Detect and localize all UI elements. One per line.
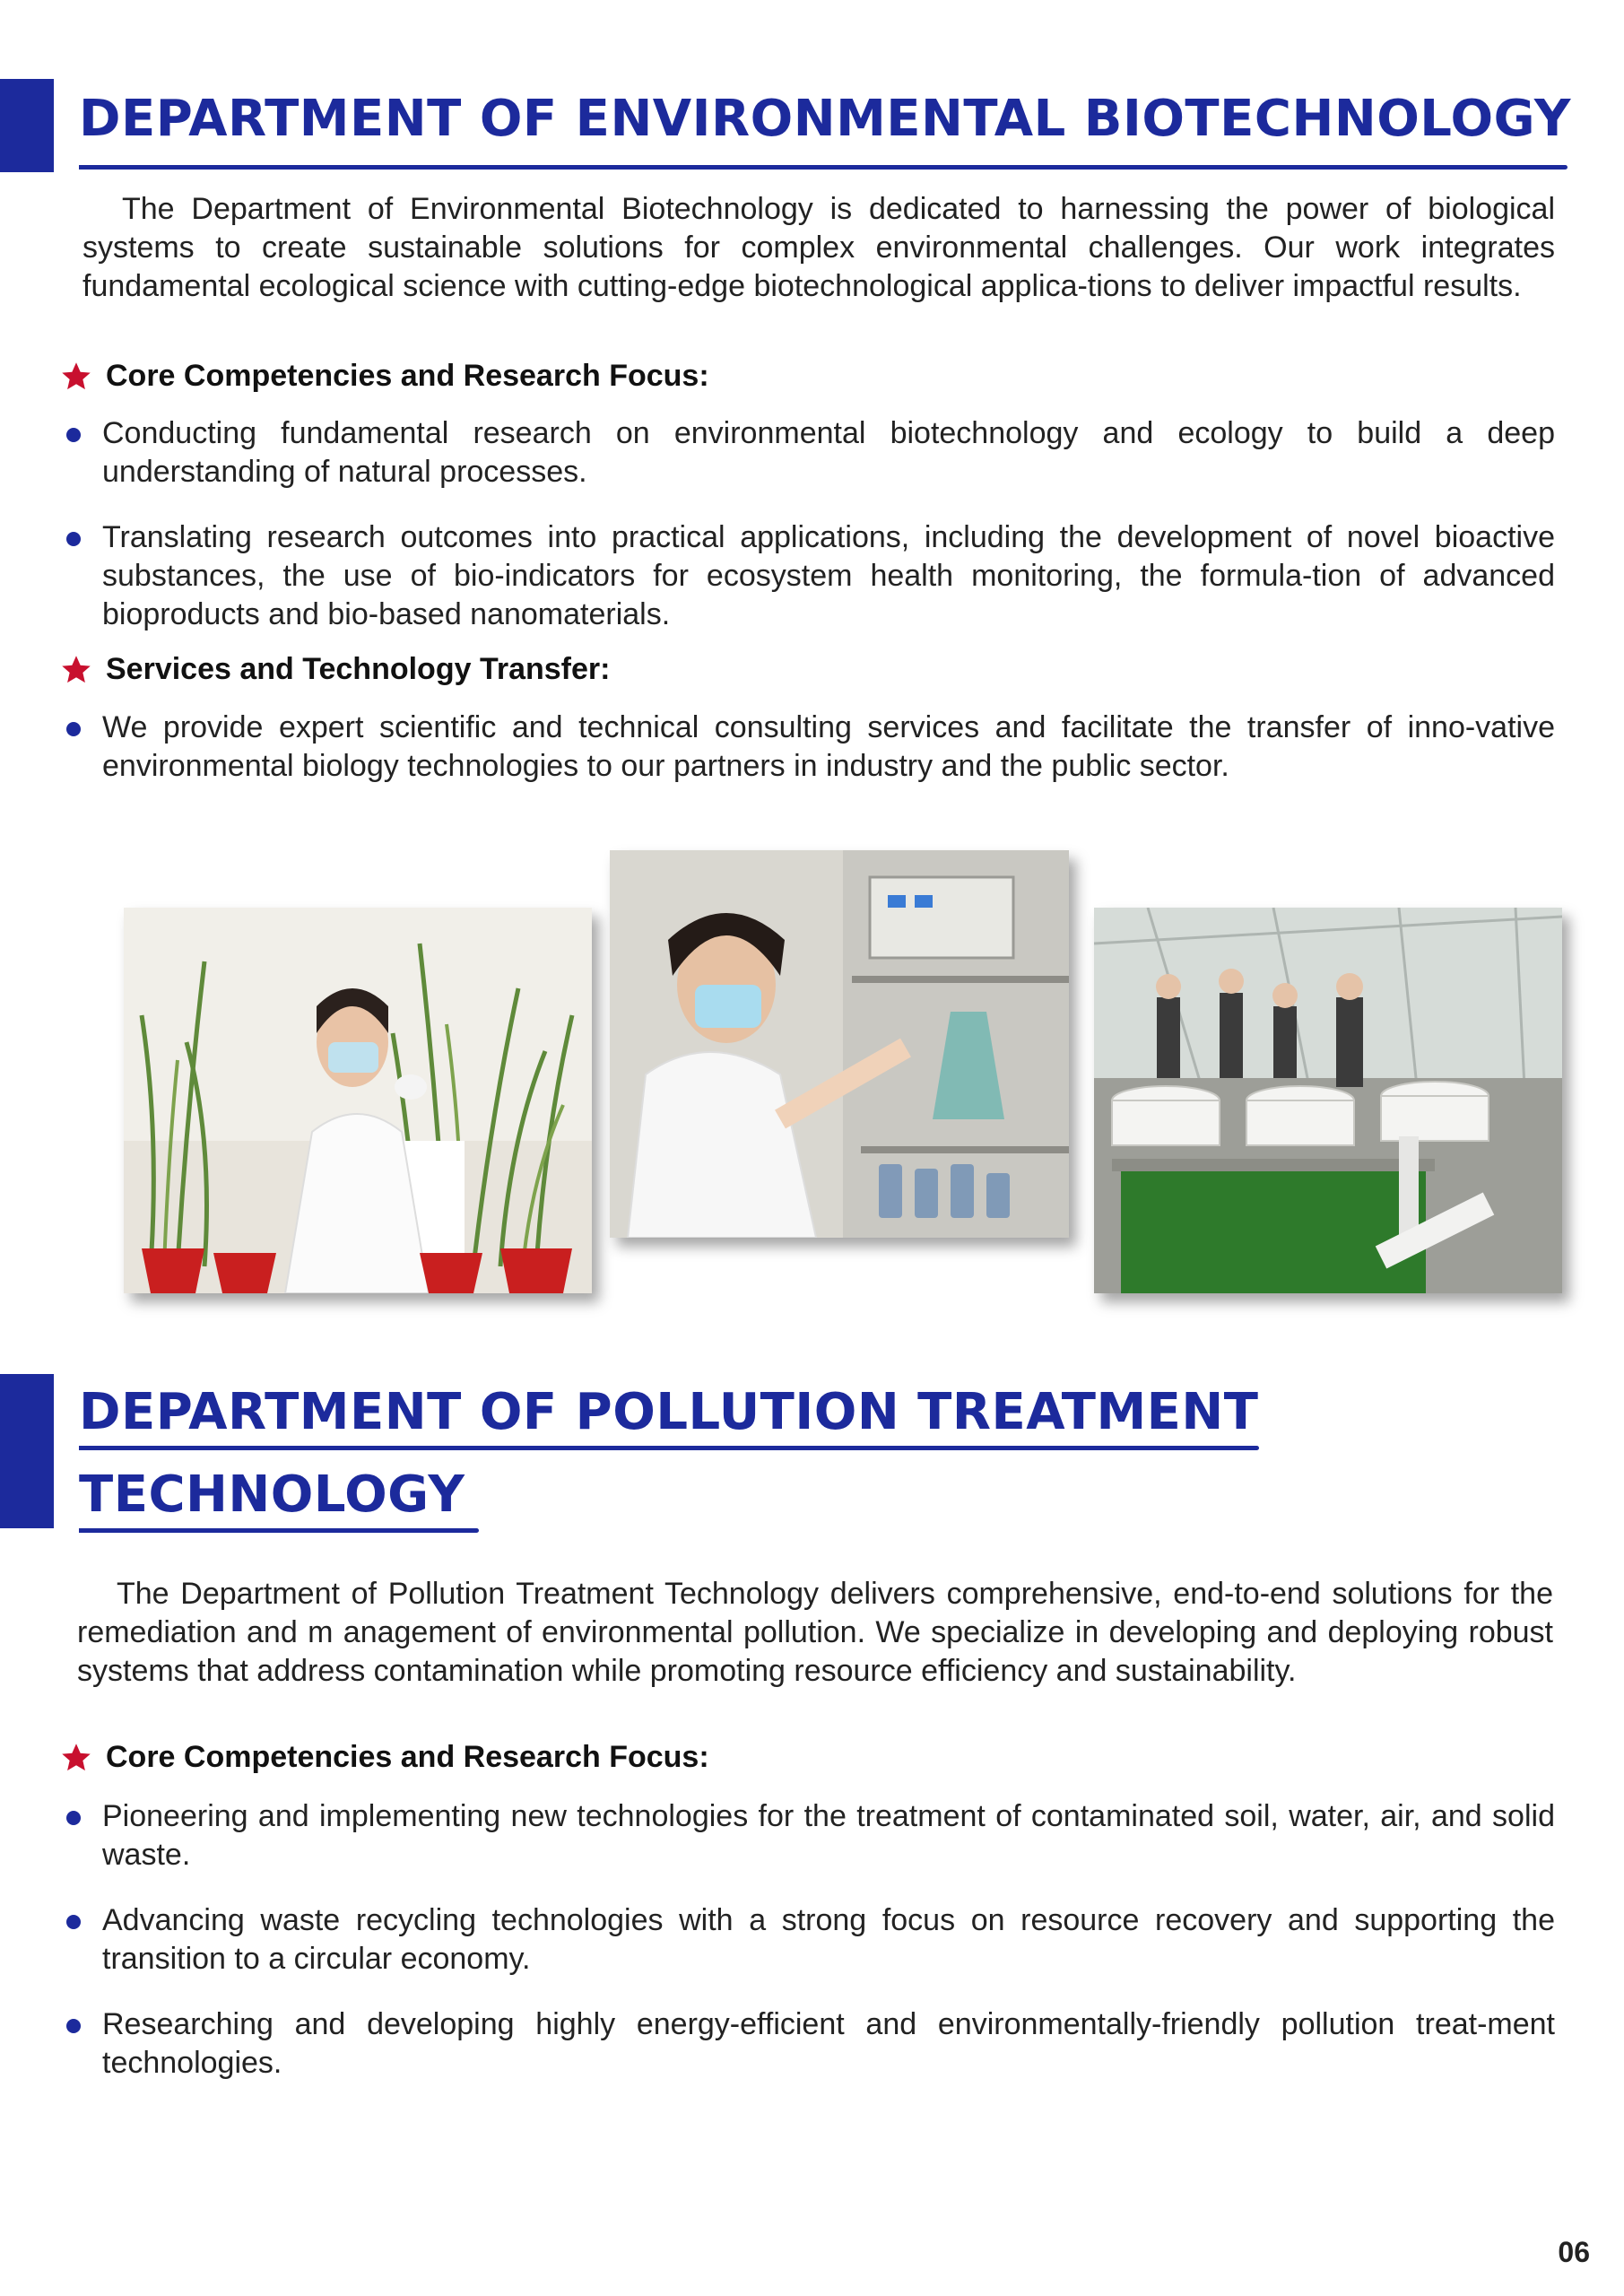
bullet-dot-icon [66,1915,81,1929]
list-item [66,518,1555,634]
subhead-label: Services and Technology Transfer: [106,652,611,686]
section2-accent-bar [0,1374,54,1528]
list-item [66,1797,1555,1874]
section2-title-line2: TECHNOLOGY [79,1465,465,1524]
bullet-text: Researching and developing highly energy-efficient and environmentally-friendly pollution treat-ment technologies. [102,2007,1555,2080]
bullet-dot-icon [66,722,81,736]
bullet-dot-icon [66,532,81,546]
page-number: 06 [1558,2236,1590,2268]
section1-title: DEPARTMENT OF ENVIRONMENTAL BIOTECHNOLOGY [79,90,1571,148]
bullet-text: We provide expert scientific and technical consulting services and facilitate the transfer of inno-vative environmental biology technologies to our partners in industry and the public sector. [102,710,1555,783]
bullet-text: Translating research outcomes into practical applications, including the development of novel bioactive substances, the use of bio-indicators for ecosystem health monitoring, the formula-tion of advanced bioproducts and bio-based nanomaterials. [102,520,1555,631]
bullet-dot-icon [66,1811,81,1825]
star-icon [59,361,93,393]
star-icon [59,1742,93,1774]
photo-rice-plants [124,908,592,1293]
section2-title-underline-2 [79,1528,479,1533]
section2-intro: The Department of Pollution Treatment Technology delivers comprehensive, end-to-end solutions for the remediation and m anagement of environmental pollution. We specialize in developing and deploying robust systems that address contamination while promoting resource efficiency and sustainability. [77,1577,1553,1688]
list-item [66,1901,1555,1979]
section1-title-underline [79,165,1568,170]
bullet-text: Pioneering and implementing new technologies for the treatment of contaminated soil, water, air, and solid waste. [102,1799,1555,1872]
bullet-text: Advancing waste recycling technologies with a strong focus on resource recovery and supporting the transition to a circular economy. [102,1903,1555,1976]
list-item [66,414,1555,491]
star-icon [59,654,93,686]
section1-subhead-core [59,359,709,394]
section1-intro: The Department of Environmental Biotechnology is dedicated to harnessing the power of biological systems to create sustainable solutions for complex environmental challenges. Our work integrates fundamental ecological science with cutting-edge biotechnological applica-tions to deliver impactful results. [83,192,1555,303]
list-item [66,2005,1555,2083]
bullet-dot-icon [66,2019,81,2033]
section1-subhead-services [59,652,610,687]
section1-accent-bar [0,79,54,172]
section2-subhead-core [59,1740,709,1775]
photo-greenhouse-tanks [1094,908,1562,1293]
photo-lab-researcher [610,850,1069,1238]
list-item [66,709,1555,786]
bullet-dot-icon [66,428,81,442]
subhead-label: Core Competencies and Research Focus: [106,1740,709,1774]
section2-title-underline-1 [79,1446,1259,1450]
bullet-text: Conducting fundamental research on environmental biotechnology and ecology to build a deep understanding of natural processes. [102,416,1555,489]
section2-title-line1: DEPARTMENT OF POLLUTION TREATMENT [79,1383,1259,1441]
subhead-label: Core Competencies and Research Focus: [106,359,709,393]
